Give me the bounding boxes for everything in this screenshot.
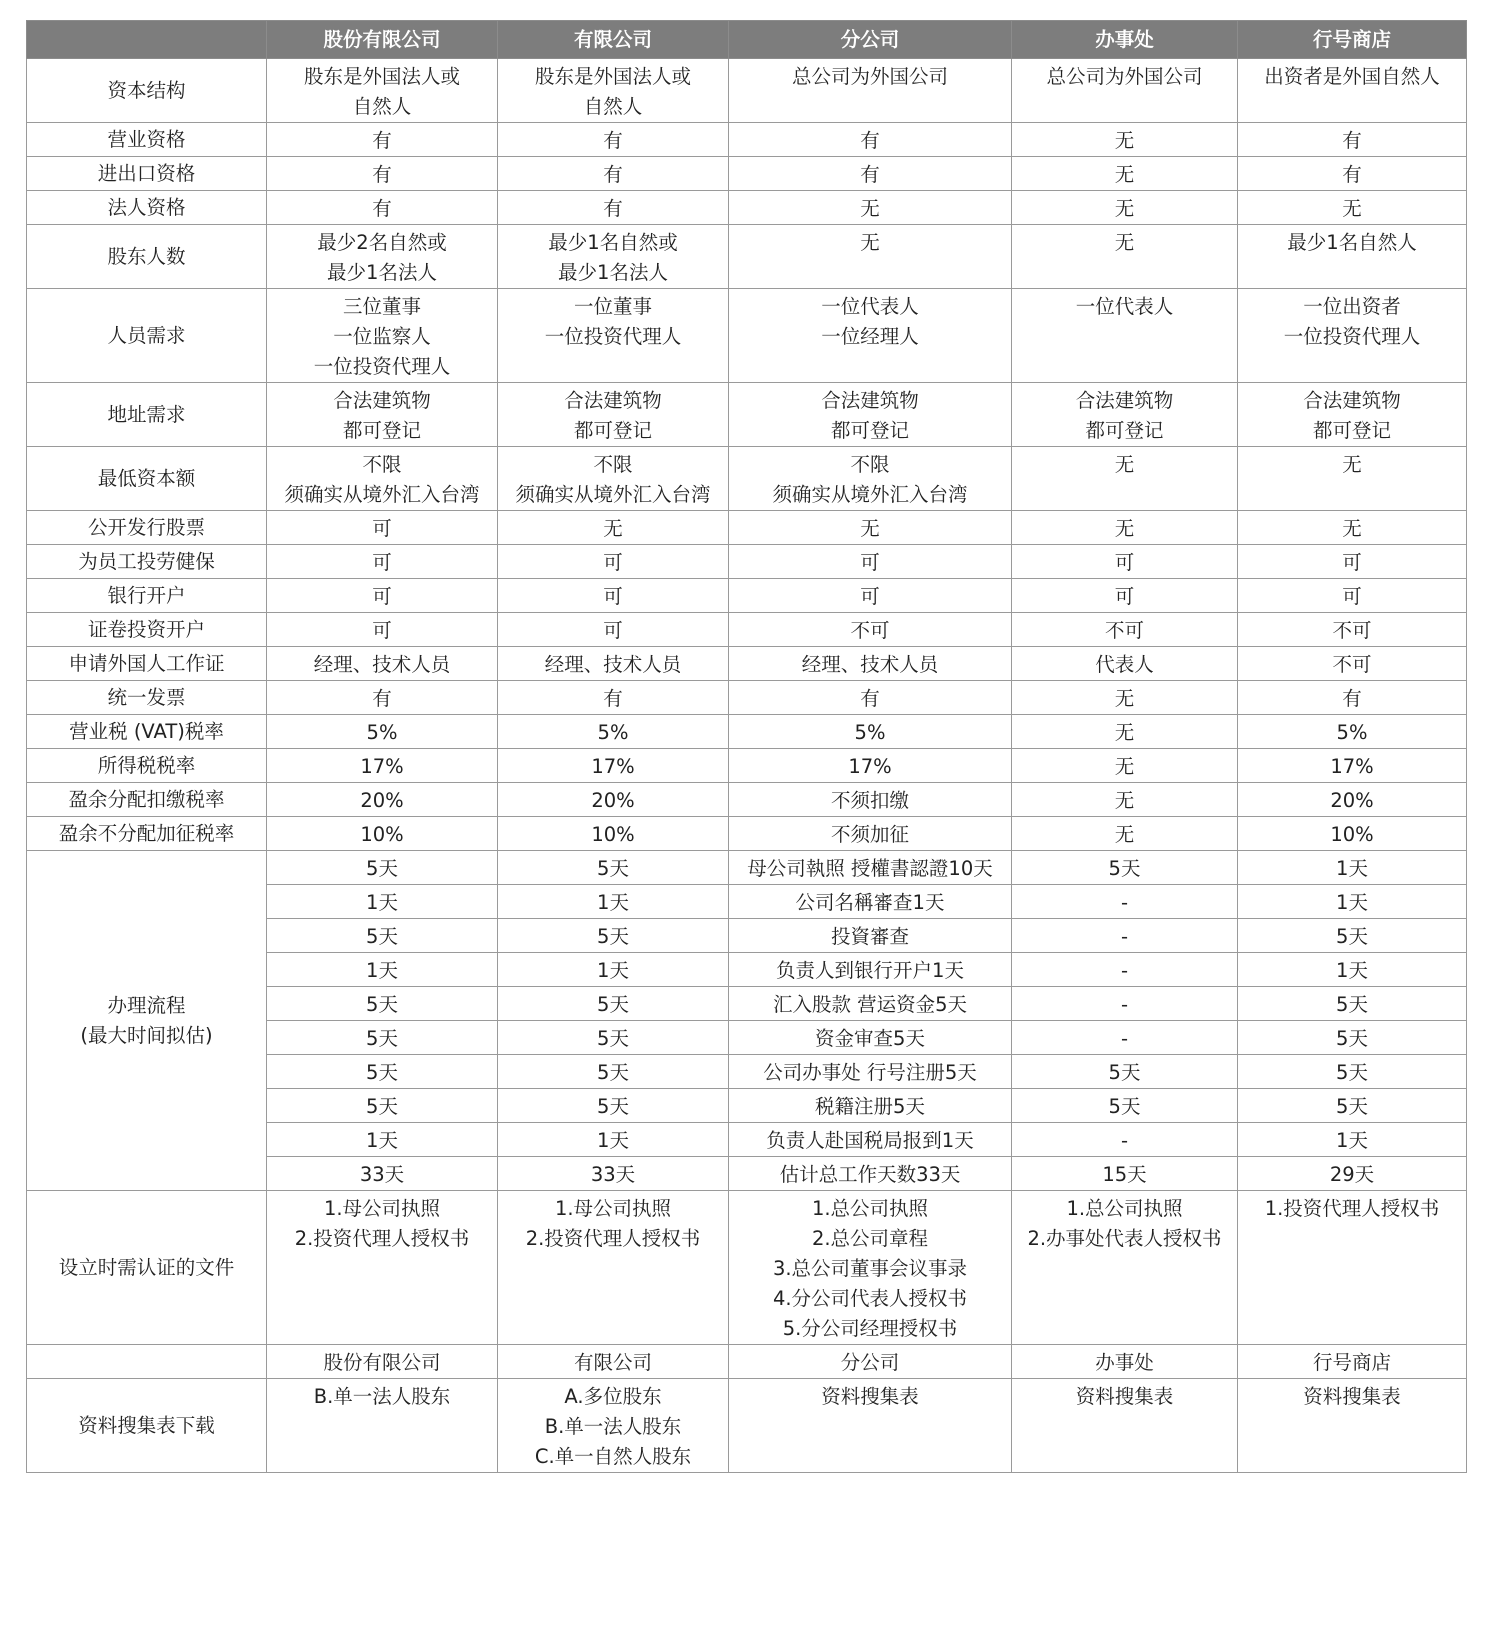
table-cell: 经理、技术人员 <box>267 647 498 681</box>
table-cell: 有 <box>267 157 498 191</box>
process-cell: 5天 <box>1238 1089 1467 1123</box>
process-cell: 1天 <box>1238 885 1467 919</box>
table-cell: 10% <box>267 817 498 851</box>
table-cell: 可 <box>498 545 729 579</box>
table-cell: 无 <box>1012 225 1238 289</box>
row-label: 最低资本额 <box>27 447 267 511</box>
table-cell: 20% <box>498 783 729 817</box>
table-cell: 最少1名自然人 <box>1238 225 1467 289</box>
table-cell: 无 <box>1012 511 1238 545</box>
table-cell: 无 <box>1238 447 1467 511</box>
process-cell: 33天 <box>267 1157 498 1191</box>
process-cell: - <box>1012 1021 1238 1055</box>
process-cell: 5天 <box>267 1021 498 1055</box>
table-cell: 不可 <box>729 613 1012 647</box>
process-cell: 5天 <box>267 1055 498 1089</box>
table-cell: 可 <box>1012 579 1238 613</box>
table-cell: 有 <box>498 191 729 225</box>
table-row <box>27 289 1467 383</box>
table-cell: 不可 <box>1238 647 1467 681</box>
subheader-cell: 有限公司 <box>498 1345 729 1379</box>
table-cell: 有 <box>498 123 729 157</box>
table-cell: 可 <box>729 545 1012 579</box>
table-cell: 可 <box>267 579 498 613</box>
download-row <box>27 1379 1467 1473</box>
table-cell: 17% <box>498 749 729 783</box>
process-cell: 5天 <box>498 1021 729 1055</box>
table-cell: 5% <box>498 715 729 749</box>
table-cell: 股东是外国法人或 自然人 <box>498 59 729 123</box>
comparison-table-wrapper <box>26 20 1467 1473</box>
row-label: 申请外国人工作证 <box>27 647 267 681</box>
table-cell: 一位董事 一位投资代理人 <box>498 289 729 383</box>
table-cell: 20% <box>1238 783 1467 817</box>
table-cell: 合法建筑物 都可登记 <box>1012 383 1238 447</box>
process-cell: 资金审查5天 <box>729 1021 1012 1055</box>
table-cell: 合法建筑物 都可登记 <box>729 383 1012 447</box>
table-row <box>27 59 1467 123</box>
process-cell: 1天 <box>267 1123 498 1157</box>
process-cell: 1天 <box>1238 851 1467 885</box>
documents-label: 设立时需认证的文件 <box>27 1191 267 1345</box>
table-cell: 有 <box>498 681 729 715</box>
row-label: 公开发行股票 <box>27 511 267 545</box>
table-cell: 可 <box>1012 545 1238 579</box>
process-cell: - <box>1012 953 1238 987</box>
process-cell: 1天 <box>267 953 498 987</box>
table-row <box>27 647 1467 681</box>
documents-cell: 1.总公司执照 2.总公司章程 3.总公司董事会议事录 4.分公司代表人授权书 5.分公司经理授权书 <box>729 1191 1012 1345</box>
table-cell: 合法建筑物 都可登记 <box>267 383 498 447</box>
table-cell: 有 <box>498 157 729 191</box>
table-row <box>27 511 1467 545</box>
process-cell: 5天 <box>1238 919 1467 953</box>
table-cell: 无 <box>729 191 1012 225</box>
documents-cell: 1.母公司执照 2.投资代理人授权书 <box>498 1191 729 1345</box>
documents-row <box>27 1191 1467 1345</box>
table-cell: 无 <box>1012 447 1238 511</box>
table-row <box>27 447 1467 511</box>
table-cell: 一位代表人 <box>1012 289 1238 383</box>
download-cell[interactable]: A.多位股东 B.单一法人股东 C.单一自然人股东 <box>498 1379 729 1473</box>
table-cell: 无 <box>498 511 729 545</box>
process-cell: 1天 <box>498 885 729 919</box>
table-cell: 可 <box>498 613 729 647</box>
process-cell: 5天 <box>1238 1055 1467 1089</box>
process-cell: 5天 <box>498 1055 729 1089</box>
row-label: 为员工投劳健保 <box>27 545 267 579</box>
table-cell: 不须加征 <box>729 817 1012 851</box>
table-cell: 5% <box>729 715 1012 749</box>
table-cell: 有 <box>1238 157 1467 191</box>
table-cell: 有 <box>729 123 1012 157</box>
table-cell: 5% <box>1238 715 1467 749</box>
row-label: 营业资格 <box>27 123 267 157</box>
process-cell: - <box>1012 919 1238 953</box>
row-label: 统一发票 <box>27 681 267 715</box>
table-cell: 可 <box>267 511 498 545</box>
process-cell: 公司名稱審查1天 <box>729 885 1012 919</box>
process-label: 办理流程 (最大时间拟估) <box>27 851 267 1191</box>
table-cell: 一位出资者 一位投资代理人 <box>1238 289 1467 383</box>
header-company-limited-by-shares: 股份有限公司 <box>267 21 498 59</box>
process-cell: 投資審查 <box>729 919 1012 953</box>
download-cell[interactable]: 资料搜集表 <box>1012 1379 1238 1473</box>
table-cell: 20% <box>267 783 498 817</box>
process-cell: 1天 <box>267 885 498 919</box>
table-cell: 无 <box>1012 715 1238 749</box>
table-cell: 可 <box>498 579 729 613</box>
process-cell: 1天 <box>1238 953 1467 987</box>
process-cell: - <box>1012 885 1238 919</box>
table-cell: 有 <box>729 681 1012 715</box>
table-cell: 无 <box>1238 191 1467 225</box>
row-label: 股东人数 <box>27 225 267 289</box>
header-sole-proprietorship: 行号商店 <box>1238 21 1467 59</box>
table-body <box>27 59 1467 1473</box>
subheader-cell <box>27 1345 267 1379</box>
process-cell: 5天 <box>267 851 498 885</box>
table-cell: 17% <box>1238 749 1467 783</box>
process-cell: 5天 <box>267 919 498 953</box>
table-cell: 10% <box>498 817 729 851</box>
row-label: 人员需求 <box>27 289 267 383</box>
table-cell: 总公司为外国公司 <box>729 59 1012 123</box>
table-cell: 有 <box>1238 123 1467 157</box>
process-cell: 1天 <box>498 953 729 987</box>
row-label: 银行开户 <box>27 579 267 613</box>
process-cell: - <box>1012 1123 1238 1157</box>
process-cell: 5天 <box>1238 1021 1467 1055</box>
table-cell: 不可 <box>1238 613 1467 647</box>
subheader-cell: 办事处 <box>1012 1345 1238 1379</box>
process-cell: 15天 <box>1012 1157 1238 1191</box>
table-cell: 17% <box>267 749 498 783</box>
table-cell: 三位董事 一位监察人 一位投资代理人 <box>267 289 498 383</box>
table-cell: 有 <box>267 681 498 715</box>
table-cell: 无 <box>1012 123 1238 157</box>
process-row <box>27 851 1467 885</box>
table-row <box>27 749 1467 783</box>
process-cell: 母公司執照 授權書認證10天 <box>729 851 1012 885</box>
header-limited-company: 有限公司 <box>498 21 729 59</box>
documents-cell: 1.总公司执照 2.办事处代表人授权书 <box>1012 1191 1238 1345</box>
table-cell: 5% <box>267 715 498 749</box>
row-label: 进出口资格 <box>27 157 267 191</box>
table-cell: 有 <box>1238 681 1467 715</box>
documents-cell: 1.母公司执照 2.投资代理人授权书 <box>267 1191 498 1345</box>
table-cell: 无 <box>729 511 1012 545</box>
documents-cell: 1.投资代理人授权书 <box>1238 1191 1467 1345</box>
row-label: 证卷投资开户 <box>27 613 267 647</box>
table-cell: 可 <box>267 545 498 579</box>
table-row <box>27 123 1467 157</box>
table-cell: 有 <box>729 157 1012 191</box>
table-cell: 无 <box>1012 157 1238 191</box>
download-cell[interactable]: 资料搜集表 <box>729 1379 1012 1473</box>
header-row <box>27 21 1467 59</box>
table-row <box>27 715 1467 749</box>
table-cell: 无 <box>1012 191 1238 225</box>
process-cell: 负责人到银行开户1天 <box>729 953 1012 987</box>
row-label: 法人资格 <box>27 191 267 225</box>
table-row <box>27 225 1467 289</box>
table-row <box>27 681 1467 715</box>
download-label: 资料搜集表下载 <box>27 1379 267 1473</box>
table-cell: 无 <box>1012 817 1238 851</box>
process-cell: - <box>1012 987 1238 1021</box>
table-cell: 无 <box>1012 783 1238 817</box>
table-cell: 不限 须确实从境外汇入台湾 <box>498 447 729 511</box>
table-cell: 出资者是外国自然人 <box>1238 59 1467 123</box>
table-row <box>27 157 1467 191</box>
process-cell: 负责人赴国税局报到1天 <box>729 1123 1012 1157</box>
process-cell: 5天 <box>498 1089 729 1123</box>
table-row <box>27 783 1467 817</box>
process-cell: 估计总工作天数33天 <box>729 1157 1012 1191</box>
table-cell: 无 <box>1012 749 1238 783</box>
table-cell: 17% <box>729 749 1012 783</box>
table-cell: 最少2名自然或 最少1名法人 <box>267 225 498 289</box>
table-cell: 合法建筑物 都可登记 <box>498 383 729 447</box>
table-row <box>27 191 1467 225</box>
table-row <box>27 817 1467 851</box>
table-cell: 无 <box>729 225 1012 289</box>
process-cell: 5天 <box>498 987 729 1021</box>
row-label: 所得税税率 <box>27 749 267 783</box>
process-cell: 1天 <box>1238 1123 1467 1157</box>
table-cell: 最少1名自然或 最少1名法人 <box>498 225 729 289</box>
process-cell: 5天 <box>1012 1055 1238 1089</box>
process-cell: 公司办事处 行号注册5天 <box>729 1055 1012 1089</box>
process-cell: 1天 <box>498 1123 729 1157</box>
table-cell: 10% <box>1238 817 1467 851</box>
table-cell: 可 <box>1238 579 1467 613</box>
process-cell: 5天 <box>267 987 498 1021</box>
table-cell: 合法建筑物 都可登记 <box>1238 383 1467 447</box>
table-cell: 可 <box>729 579 1012 613</box>
process-cell: 税籍注册5天 <box>729 1089 1012 1123</box>
table-cell: 可 <box>267 613 498 647</box>
process-cell: 33天 <box>498 1157 729 1191</box>
table-row <box>27 545 1467 579</box>
process-cell: 5天 <box>1238 987 1467 1021</box>
table-cell: 总公司为外国公司 <box>1012 59 1238 123</box>
table-cell: 经理、技术人员 <box>498 647 729 681</box>
process-cell: 5天 <box>267 1089 498 1123</box>
process-cell: 29天 <box>1238 1157 1467 1191</box>
table-cell: 不可 <box>1012 613 1238 647</box>
row-label: 地址需求 <box>27 383 267 447</box>
row-label: 资本结构 <box>27 59 267 123</box>
header-representative-office: 办事处 <box>1012 21 1238 59</box>
table-cell: 经理、技术人员 <box>729 647 1012 681</box>
subheader-row <box>27 1345 1467 1379</box>
table-cell: 无 <box>1012 681 1238 715</box>
table-cell: 代表人 <box>1012 647 1238 681</box>
table-cell: 不限 须确实从境外汇入台湾 <box>267 447 498 511</box>
process-cell: 5天 <box>1012 851 1238 885</box>
table-cell: 有 <box>267 123 498 157</box>
table-cell: 不须扣缴 <box>729 783 1012 817</box>
table-cell: 不限 须确实从境外汇入台湾 <box>729 447 1012 511</box>
row-label: 盈余不分配加征税率 <box>27 817 267 851</box>
table-row <box>27 613 1467 647</box>
subheader-cell: 股份有限公司 <box>267 1345 498 1379</box>
process-cell: 汇入股款 营运资金5天 <box>729 987 1012 1021</box>
table-cell: 一位代表人 一位经理人 <box>729 289 1012 383</box>
row-label: 盈余分配扣缴税率 <box>27 783 267 817</box>
row-label: 营业税 (VAT)税率 <box>27 715 267 749</box>
process-cell: 5天 <box>498 919 729 953</box>
download-cell[interactable]: 资料搜集表 <box>1238 1379 1467 1473</box>
process-cell: 5天 <box>1012 1089 1238 1123</box>
table-row <box>27 579 1467 613</box>
header-branch: 分公司 <box>729 21 1012 59</box>
company-type-comparison-table <box>26 20 1467 1473</box>
table-cell: 无 <box>1238 511 1467 545</box>
process-cell: 5天 <box>498 851 729 885</box>
table-cell: 有 <box>267 191 498 225</box>
subheader-cell: 行号商店 <box>1238 1345 1467 1379</box>
subheader-cell: 分公司 <box>729 1345 1012 1379</box>
table-row <box>27 383 1467 447</box>
header-corner <box>27 21 267 59</box>
table-cell: 股东是外国法人或 自然人 <box>267 59 498 123</box>
download-cell[interactable]: B.单一法人股东 <box>267 1379 498 1473</box>
table-cell: 可 <box>1238 545 1467 579</box>
